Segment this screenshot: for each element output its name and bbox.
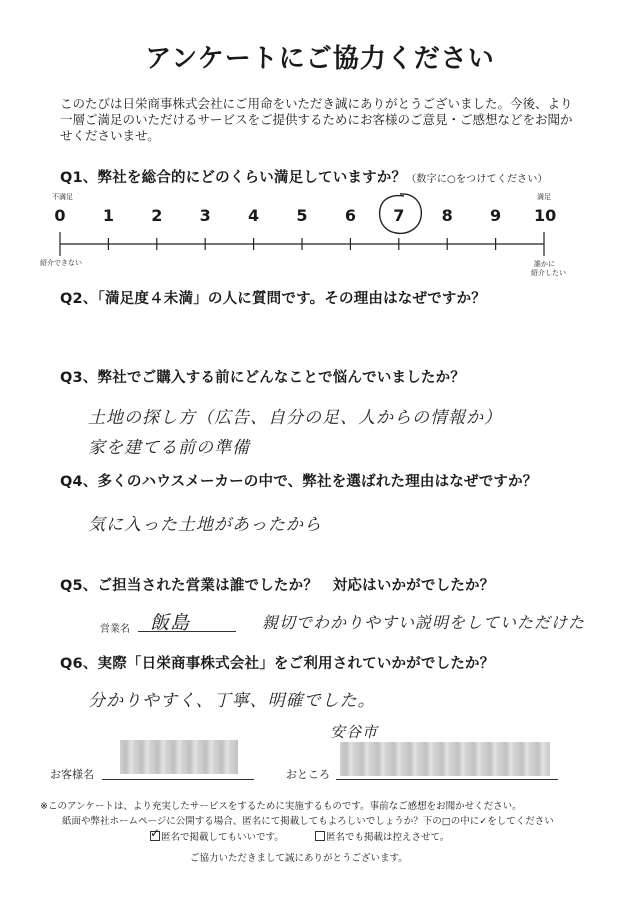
question-5: Q5、ご担当された営業は誰でしたか？ 対応はいかがでしたか？ (60, 578, 495, 594)
selected-circle-mark (374, 190, 426, 238)
scale-number-4[interactable]: 4 (248, 206, 260, 225)
question-1 (60, 166, 548, 187)
address-redacted (340, 742, 550, 776)
customer-name-label: お客様名 (50, 768, 94, 781)
sales-name-underline (138, 631, 236, 632)
anonymous-decline-option[interactable] (315, 829, 449, 843)
scale-number-5[interactable]: 5 (296, 206, 308, 225)
scale-number-10[interactable]: 10 (534, 206, 557, 225)
sales-name-value: 飯島 (150, 612, 191, 634)
satisfaction-scale-numbers (0, 206, 640, 228)
scale-number-7[interactable]: 7 (393, 206, 405, 225)
question-6: Q6、実際「日栄商事株式会社」をご利用されていかがでしたか？ (60, 656, 495, 672)
scale-left-bottom-label: 紹介できない (40, 259, 82, 267)
question-1-note: （数字に○をつけてください） (406, 174, 548, 185)
scale-number-6[interactable]: 6 (344, 206, 356, 225)
scale-number-2[interactable]: 2 (151, 206, 163, 225)
question-3: Q3、弊社でご購入する前にどんなことで悩んでいましたか？ (60, 370, 466, 386)
answer-6: 分かりやすく、丁寧、明確でした。 (88, 691, 376, 711)
question-2: Q2、「満足度４未満」の人に質問です。その理由はなぜですか？ (60, 291, 487, 307)
customer-name-redacted (120, 740, 238, 774)
footer-notice-2: 紙面や弊社ホームページに公開する場合、匿名にて掲載してもよろしいでしょうか？下の□の中に✓をしてください (62, 816, 554, 827)
scale-number-0[interactable]: 0 (54, 206, 66, 225)
answer-3-line-1: 土地の探し方（広告、自分の足、人からの情報か） (88, 408, 502, 428)
answer-5: 親切でわかりやすい説明をしていただけた (262, 613, 586, 632)
check-mark-icon: ✓ (150, 826, 161, 840)
footer-notice-1: ※このアンケートは、より充実したサービスをするために実施するものです。事前なご感想をお聞かせください。 (40, 801, 522, 812)
scale-left-label: 不満足 (52, 193, 73, 201)
question-4: Q4、多くのハウスメーカーの中で、弊社を選ばれた理由はなぜですか？ (60, 474, 538, 490)
thanks-text: ご協力いただきまして誠にありがとうございます。 (190, 853, 408, 864)
anonymous-ok-option[interactable] (150, 826, 284, 843)
scale-number-8[interactable]: 8 (441, 206, 453, 225)
scale-right-label: 満足 (537, 193, 551, 201)
intro-text: このたびは日栄商事株式会社にご用命をいただき誠にありがとうございました。今後、より一層ご満足のいただけるサービスをご提供するためにお客様のご意見・ご感想などをお聞かせくださいませ。 (60, 96, 573, 143)
scale-number-3[interactable]: 3 (199, 206, 211, 225)
anonymous-ok-checkbox[interactable] (150, 826, 161, 841)
scale-right-bottom-label-1: 誰かに (534, 260, 555, 268)
anonymous-ok-label: 匿名で掲載してもいいです。 (161, 832, 284, 843)
anonymous-decline-label: 匿名でも掲載は控えさせて。 (326, 832, 450, 843)
customer-city: 安谷市 (330, 723, 379, 741)
page-title: アンケートにご協力ください (145, 44, 495, 74)
scale-number-1[interactable]: 1 (102, 206, 114, 225)
answer-4: 気に入った土地があったから (88, 515, 322, 535)
customer-name-underline (102, 779, 254, 780)
scale-right-bottom-label-2: 紹介したい (531, 269, 566, 277)
address-label: おところ (286, 768, 330, 781)
anonymous-decline-checkbox[interactable] (315, 831, 325, 841)
address-underline (336, 779, 558, 780)
question-1-text: Q1、弊社を総合的にどのくらい満足していますか？ (60, 170, 407, 186)
answer-3-line-2: 家を建てる前の準備 (88, 438, 250, 458)
scale-number-9[interactable]: 9 (490, 206, 502, 225)
sales-name-label: 営業名 (100, 624, 130, 635)
